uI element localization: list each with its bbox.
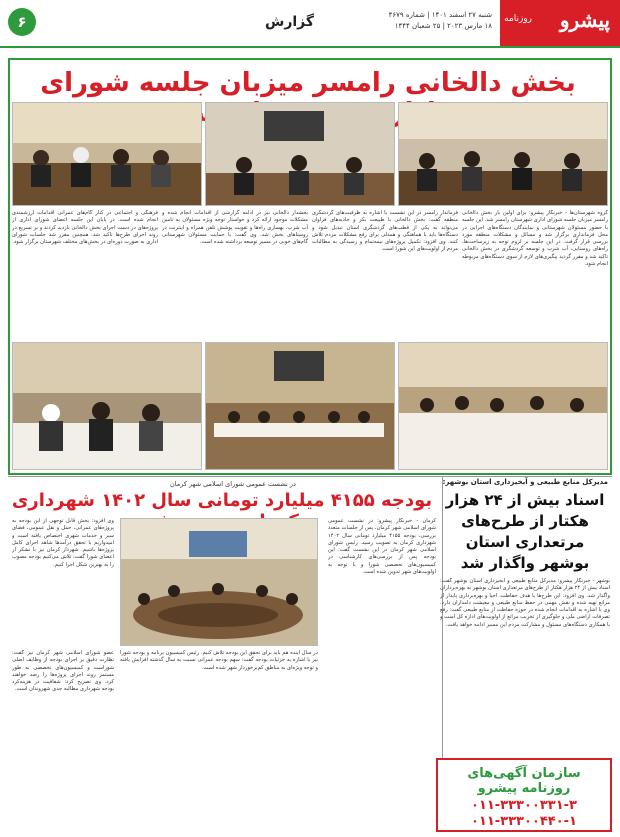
photo-hall-1 (12, 342, 202, 470)
article-ramsar-col-3: بخشدار دالخانی نیز در ادامه گزارشی از اقدامات انجام شده و مشکلات موجود ارائه کرد و خواستار توجه ویژه مسئولان به تامین آب شرب، بهسازی راه‌ها و تقویت پوشش تلفن همراه و اینترنت در روستاهای بخش شد. وی گفت: با حمایت مسئولان شهرستانی گام‌های خوبی در مسیر توسعه برداشته شده است. (162, 210, 308, 246)
article-bushehr-kicker: مدیرکل منابع طبیعی و آبخیزداری استان بوشهر: (442, 478, 608, 486)
article-kerman-headline: بودجه ۴۱۵۵ میلیارد تومانی سال ۱۴۰۲ شهرداری (11, 490, 433, 511)
article-kerman-col-1: کرمان - خبرنگار پیشرو: در نشست عمومی شورای اسلامی شهر کرمان، پس از جلسات متعدد بررسی، بودجه ۴۱۵۵ میلیارد تومانی سال ۱۴۰۲ شهرداری کرمان به تصویب رسید. رئیس شورای اسلامی شهر کرمان در این نشست گفت: این بودجه پس از بررسی‌های کارشناسی در کمیسیون‌های تخصصی شورا و با توجه به اولویت‌های شهر تدوین شده است. (328, 518, 436, 576)
ad-title-line-1: سازمان آگهی‌های (467, 766, 581, 781)
page-header (0, 0, 620, 48)
hall-photo-3 (398, 343, 607, 470)
meeting-photo-3 (398, 103, 607, 206)
ad-box (436, 758, 612, 832)
photo-meeting-2 (205, 102, 395, 206)
hall-photo-2 (205, 343, 394, 470)
masthead-logo: پیشرو (559, 8, 610, 32)
article-kerman-col-4: عضو شورای اسلامی شهر کرمان نیز گفت: نظارت دقیق بر اجرای بودجه از وظایف اصلی شوراست و کمیسیون‌های تخصصی به طور مستمر روند اجرای پروژه‌ها را رصد خواهند کرد. وی تصریح کرد: شفافیت در هزینه‌کرد بودجه شهرداری مطالبه جدی شهروندان است. (12, 650, 114, 693)
article-kerman-col-3: در سال آینده هم باید برای تحقق این بودجه تلاش کنیم. رئیس کمیسیون برنامه و بودجه شورا نیز با اشاره به جزئیات بودجه گفت: سهم بودجه عمرانی نسبت به سال گذشته افزایش یافته و توجه ویژه‌ای به مناطق کم‌برخوردار شهر شده است. (120, 650, 318, 671)
ad-phone-1[interactable]: ۰۱۱-۳۳۳۰۰۳۳۱-۳ (470, 798, 577, 813)
article-bushehr-body: بوشهر - خبرنگار پیشرو: مدیرکل منابع طبیعی و آبخیزداری استان بوشهر گفت: اسناد بیش از ۲۴ هزار هکتار از طرح‌های مرتعداری استان بوشهر به بهره‌برداران واگذار شد. وی افزود: این طرح‌ها با هدف حفاظت، احیا و بهره‌برداری پایدار از مراتع تهیه شده و نقش مهمی در حفظ منابع طبیعی و معیشت دامداران دارد. وی با اشاره به اقدامات انجام شده در حوزه حفاظت از منابع طبیعی گفت: رفع تصرفات اراضی ملی و جلوگیری از تخریب مراتع از اولویت‌های اداره کل است و با همکاری دستگاه‌های مسئول و مشارکت مردم این مسیر ادامه خواهد یافت. (440, 578, 610, 628)
date-line-1: شنبه ۲۷ اسفند ۱۴۰۱ | شماره ۴۶۷۹ (388, 11, 492, 19)
meeting-photo-2 (205, 103, 394, 206)
hall-photo-1 (12, 343, 201, 470)
photo-hall-2 (205, 342, 395, 470)
article-kerman-col-2: وی افزود: بخش قابل توجهی از این بودجه به پروژه‌های عمرانی، حمل و نقل عمومی، فضای سبز و خدمات شهری اختصاص یافته است و امیدواریم با تحقق درآمدها شاهد اجرای کامل پروژه‌ها باشیم. شهردار کرمان نیز با تشکر از اعضای شورا گفت: تلاش می‌کنیم بودجه مصوب را به بهترین شکل اجرا کنیم. (12, 518, 114, 568)
photo-kerman-council (120, 518, 318, 646)
masthead-sub: روزنامه (504, 14, 532, 24)
article-ramsar-col-4: فرهنگی و اجتماعی در کنار گام‌های عمرانی اقدامات ارزشمندی انجام شده است. در پایان این جلسه اعضای شورای اداری از پروژه‌های در دست اجرای بخش دالخانی بازدید کردند و بر تسریع در روند اجرای طرح‌ها تاکید شد. همچنین مقرر شد جلسات شورای اداری به صورت دوره‌ای در بخش‌های مختلف شهرستان برگزار شود. (12, 210, 158, 246)
photo-meeting-1 (12, 102, 202, 206)
council-photo (120, 519, 317, 646)
dateline (389, 10, 492, 32)
masthead (500, 0, 620, 46)
article-ramsar-col-1: گروه شهرستان‌ها - خبرنگار پیشرو: برای اولین بار بخش دالخانی رامسر میزبان جلسه شورای اداری شهرستان رامسر شد. این جلسه با حضور مسئولان شهرستانی و نمایندگان دستگاه‌های اجرایی در محل فرمانداری برگزار شد و مسائل و مشکلات منطقه مورد بررسی قرار گرفت. در این جلسه بر لزوم توجه به زیرساخت‌ها، راه‌های روستایی، آب شرب و توسعه گردشگری در بخش دالخانی تاکید شد و مقرر گردید پیگیری‌های لازم از سوی دستگاه‌های مربوطه انجام شود. (462, 210, 608, 268)
meeting-photo-1 (12, 103, 201, 206)
date-line-2: ۱۸ مارس ۲۰۲۳ | ۲۵ شعبان ۱۴۴۴ (394, 22, 492, 30)
ad-title-line-2: روزنامه پیشرو (477, 781, 571, 796)
section-title: گزارش (265, 14, 315, 30)
article-ramsar-col-2: فرماندار رامسر در این نشست با اشاره به ظرفیت‌های گردشگری منطقه گفت: بخش دالخانی با طبیعت بکر و جاذبه‌های فراوان می‌تواند به یکی از قطب‌های گردشگری استان تبدیل شود و دستگاه‌ها باید با هماهنگی و همدلی برای رفع مشکلات مردم تلاش کنند. وی افزود: تکمیل پروژه‌های نیمه‌تمام و رسیدگی به مطالبات مردم از اولویت‌های این شورا است. (312, 210, 458, 253)
page-number: ۶ (8, 8, 36, 36)
article-kerman-photo-caption: در نشست عمومی شورای اسلامی شهر کرمان (170, 480, 296, 488)
ad-phone-2[interactable]: ۰۱۱-۳۳۳۰۰۴۴۰-۱ (470, 814, 577, 829)
ad-title (444, 766, 604, 796)
section-divider (8, 476, 612, 477)
article-bushehr-headline: اسناد بیش از ۲۴ هزار هکتار از طرح‌های مرتعداری استان بوشهر واگذار شد (445, 491, 605, 572)
photo-meeting-3 (398, 102, 608, 206)
article-ramsar-headline: بخش دالخانی رامسر میزبان جلسه شورای (40, 68, 576, 98)
photo-hall-3 (398, 342, 608, 470)
